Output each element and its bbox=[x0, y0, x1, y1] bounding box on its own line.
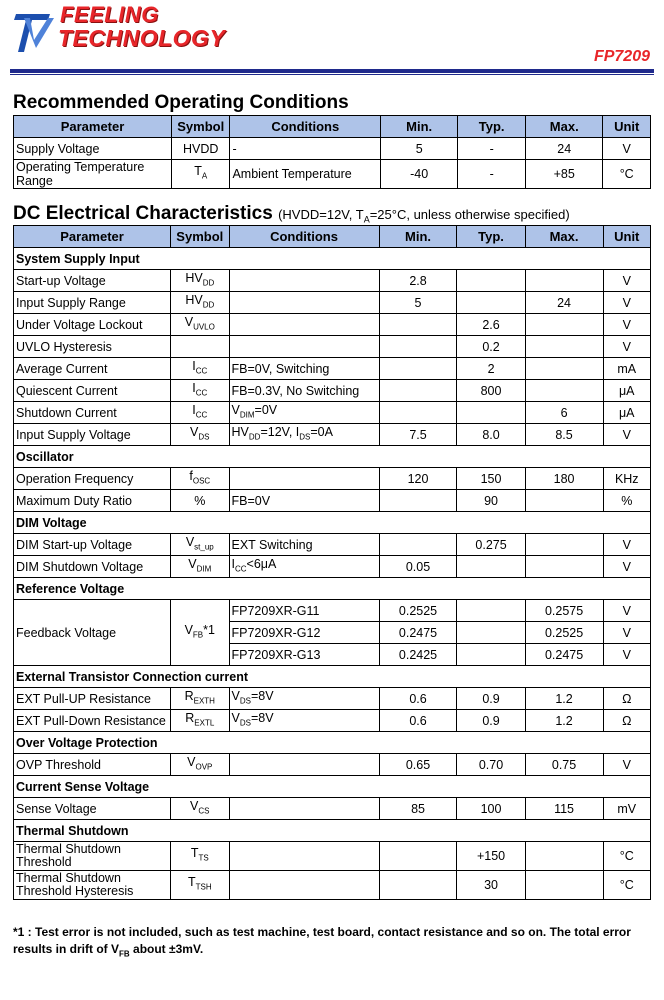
dc-cell-min: 0.6 bbox=[379, 688, 457, 710]
dc-cell-max bbox=[525, 380, 603, 402]
dc-cell-param: Input Supply Voltage bbox=[14, 424, 171, 446]
dc-cell-typ bbox=[457, 270, 525, 292]
dc-cell-symbol: $V_{FB}*1$ bbox=[171, 600, 229, 666]
roc-row bbox=[14, 160, 651, 189]
dc-section-row bbox=[14, 666, 651, 688]
dc-cell-max: 0.2575 bbox=[525, 600, 603, 622]
dc-cell-typ: 30 bbox=[457, 871, 525, 900]
dc-cell-symbol: $I_{CC}$ bbox=[171, 358, 229, 380]
dc-row bbox=[14, 270, 651, 292]
dc-table bbox=[13, 225, 651, 900]
dc-cell-symbol: $T_{TS}$ bbox=[171, 842, 229, 871]
dc-cell-max: 1.2 bbox=[525, 710, 603, 732]
dc-cell-conditions bbox=[229, 798, 379, 820]
dc-cell-conditions: $I_{CC}<6\mu A$ bbox=[229, 556, 379, 578]
dc-cell-unit: V bbox=[603, 534, 651, 556]
dc-cell-param: Feedback Voltage bbox=[14, 600, 171, 666]
roc-cell-param: Operating Temperature Range bbox=[14, 160, 172, 189]
dc-cell-min bbox=[379, 490, 457, 512]
dc-cell-max: 1.2 bbox=[525, 688, 603, 710]
dc-section-title: Thermal Shutdown bbox=[14, 820, 651, 842]
dc-cell-symbol bbox=[171, 336, 229, 358]
dc-cell-param: Under Voltage Lockout bbox=[14, 314, 171, 336]
dc-row bbox=[14, 292, 651, 314]
dc-header-row bbox=[14, 226, 651, 248]
dc-cell-param: UVLO Hysteresis bbox=[14, 336, 171, 358]
dc-row bbox=[14, 490, 651, 512]
dc-cell-typ bbox=[457, 402, 525, 424]
dc-subtitle: (HVDD=12V, $T_A=25^\circ C$, unless otherwise specified) bbox=[278, 207, 570, 225]
dc-cell-unit: V bbox=[603, 556, 651, 578]
dc-cell-unit: % bbox=[603, 490, 651, 512]
roc-row bbox=[14, 138, 651, 160]
dc-cell-typ: 0.70 bbox=[457, 754, 525, 776]
dc-cell-min bbox=[379, 358, 457, 380]
dc-cell-unit: V bbox=[603, 292, 651, 314]
dc-cell-max: 0.75 bbox=[525, 754, 603, 776]
dc-cell-typ: 800 bbox=[457, 380, 525, 402]
dc-cell-min: 0.6 bbox=[379, 710, 457, 732]
dc-section-title: Current Sense Voltage bbox=[14, 776, 651, 798]
dc-cell-conditions: FP7209XR-G11 bbox=[229, 600, 379, 622]
dc-cell-min bbox=[379, 534, 457, 556]
dc-cell-typ: 150 bbox=[457, 468, 525, 490]
dc-section-title: Over Voltage Protection bbox=[14, 732, 651, 754]
dc-cell-param: Start-up Voltage bbox=[14, 270, 171, 292]
dc-section-title: Reference Voltage bbox=[14, 578, 651, 600]
dc-row bbox=[14, 754, 651, 776]
logo-mark-icon bbox=[14, 8, 64, 54]
dc-cell-conditions: FB=0.3V, No Switching bbox=[229, 380, 379, 402]
dc-cell-param: Input Supply Range bbox=[14, 292, 171, 314]
dc-cell-typ: 0.9 bbox=[457, 710, 525, 732]
dc-cell-unit: V bbox=[603, 754, 651, 776]
dc-cell-symbol: $V_{st\_up}$ bbox=[171, 534, 229, 556]
dc-cell-typ: +150 bbox=[457, 842, 525, 871]
dc-cell-unit: V bbox=[603, 424, 651, 446]
dc-cell-symbol: $HV_{DD}$ bbox=[171, 292, 229, 314]
dc-cell-unit: mA bbox=[603, 358, 651, 380]
dc-cell-min: 5 bbox=[379, 292, 457, 314]
dc-cell-min bbox=[379, 314, 457, 336]
dc-cell-max: 0.2475 bbox=[525, 644, 603, 666]
dc-section-row bbox=[14, 820, 651, 842]
roc-col-min: Min. bbox=[381, 116, 458, 138]
dc-cell-conditions: $V_{DS}=8V$ bbox=[229, 710, 379, 732]
dc-cell-min bbox=[379, 380, 457, 402]
dc-cell-min bbox=[379, 336, 457, 358]
dc-section-title: DIM Voltage bbox=[14, 512, 651, 534]
roc-cell-unit: V bbox=[603, 138, 651, 160]
roc-cell-conditions: - bbox=[230, 138, 381, 160]
dc-cell-conditions bbox=[229, 336, 379, 358]
dc-cell-conditions: FP7209XR-G13 bbox=[229, 644, 379, 666]
roc-header-row bbox=[14, 116, 651, 138]
dc-cell-symbol: $HV_{DD}$ bbox=[171, 270, 229, 292]
roc-cell-min: 5 bbox=[381, 138, 458, 160]
dc-cell-symbol: $T_{TSH}$ bbox=[171, 871, 229, 900]
dc-cell-conditions: EXT Switching bbox=[229, 534, 379, 556]
dc-row bbox=[14, 710, 651, 732]
dc-cell-max: 6 bbox=[525, 402, 603, 424]
header-rule bbox=[10, 69, 654, 73]
dc-row bbox=[14, 424, 651, 446]
dc-cell-unit: KHz bbox=[603, 468, 651, 490]
dc-cell-unit: V bbox=[603, 270, 651, 292]
dc-cell-max bbox=[525, 358, 603, 380]
dc-cell-typ bbox=[457, 644, 525, 666]
dc-cell-param: Average Current bbox=[14, 358, 171, 380]
dc-section-title: Oscillator bbox=[14, 446, 651, 468]
dc-cell-min: 2.8 bbox=[379, 270, 457, 292]
product-name: FP7209 bbox=[593, 48, 650, 65]
dc-row bbox=[14, 556, 651, 578]
dc-cell-max bbox=[525, 336, 603, 358]
dc-col-symbol: Symbol bbox=[171, 226, 229, 248]
dc-col-max: Max. bbox=[525, 226, 603, 248]
dc-row bbox=[14, 380, 651, 402]
dc-cell-unit: mV bbox=[603, 798, 651, 820]
dc-cell-max bbox=[525, 871, 603, 900]
dc-row bbox=[14, 842, 651, 871]
dc-cell-min: 0.2475 bbox=[379, 622, 457, 644]
dc-cell-symbol: $I_{CC}$ bbox=[171, 402, 229, 424]
roc-col-max: Max. bbox=[526, 116, 603, 138]
roc-cell-param: Supply Voltage bbox=[14, 138, 172, 160]
dc-cell-symbol: $I_{CC}$ bbox=[171, 380, 229, 402]
dc-cell-conditions bbox=[229, 270, 379, 292]
dc-cell-typ: 90 bbox=[457, 490, 525, 512]
dc-cell-unit: μA bbox=[603, 402, 651, 424]
dc-title-text: DC Electrical Characteristics bbox=[13, 203, 273, 224]
dc-cell-param: Thermal Shutdown Threshold Hysteresis bbox=[14, 871, 171, 900]
roc-cell-max: +85 bbox=[526, 160, 603, 189]
dc-section-row bbox=[14, 512, 651, 534]
dc-cell-max bbox=[525, 490, 603, 512]
logo-line2: TECHNOLOGY bbox=[58, 25, 226, 51]
dc-cell-param: DIM Shutdown Voltage bbox=[14, 556, 171, 578]
dc-feedback-row bbox=[14, 600, 651, 622]
dc-col-typ: Typ. bbox=[457, 226, 525, 248]
dc-cell-param: Maximum Duty Ratio bbox=[14, 490, 171, 512]
dc-cell-typ bbox=[457, 556, 525, 578]
dc-cell-unit: Ω bbox=[603, 688, 651, 710]
roc-col-typ: Typ. bbox=[458, 116, 526, 138]
dc-cell-conditions bbox=[229, 314, 379, 336]
dc-cell-symbol: $V_{OVP}$ bbox=[171, 754, 229, 776]
dc-section-row bbox=[14, 578, 651, 600]
dc-cell-typ: 100 bbox=[457, 798, 525, 820]
dc-cell-typ bbox=[457, 600, 525, 622]
dc-cell-max bbox=[525, 270, 603, 292]
dc-cell-min: 7.5 bbox=[379, 424, 457, 446]
company-logo bbox=[14, 4, 234, 56]
dc-cell-param: EXT Pull-Down Resistance bbox=[14, 710, 171, 732]
dc-cell-conditions: $HV_{DD}=12V$, $I_{DS}=0A$ bbox=[229, 424, 379, 446]
dc-cell-max bbox=[525, 314, 603, 336]
dc-cell-max bbox=[525, 842, 603, 871]
dc-cell-conditions bbox=[229, 292, 379, 314]
dc-section-row bbox=[14, 446, 651, 468]
dc-cell-min bbox=[379, 402, 457, 424]
dc-cell-unit: V bbox=[603, 600, 651, 622]
dc-cell-conditions: $V_{DIM}=0V$ bbox=[229, 402, 379, 424]
dc-cell-unit: V bbox=[603, 314, 651, 336]
roc-cell-symbol: HVDD bbox=[172, 138, 230, 160]
dc-cell-unit: °C bbox=[603, 871, 651, 900]
logo-line1: FEELING bbox=[60, 2, 159, 27]
roc-title: Recommended Operating Conditions bbox=[13, 92, 349, 113]
dc-cell-conditions: FB=0V, Switching bbox=[229, 358, 379, 380]
dc-cell-typ: 0.9 bbox=[457, 688, 525, 710]
dc-section-title: System Supply Input bbox=[14, 248, 651, 270]
roc-table bbox=[13, 115, 651, 189]
footnote: *1 : Test error is not included, such as test machine, test board, contact resistance and so on. The total error results in drift of $V_{FB}$ about ±3mV. bbox=[13, 925, 631, 959]
dc-cell-max bbox=[525, 534, 603, 556]
dc-cell-symbol: $f_{OSC}$ bbox=[171, 468, 229, 490]
dc-cell-symbol: $V_{DIM}$ bbox=[171, 556, 229, 578]
dc-col-parameter: Parameter bbox=[14, 226, 171, 248]
dc-cell-typ: 8.0 bbox=[457, 424, 525, 446]
dc-cell-typ bbox=[457, 292, 525, 314]
dc-cell-min bbox=[379, 871, 457, 900]
dc-cell-param: Thermal Shutdown Threshold bbox=[14, 842, 171, 871]
dc-cell-unit: V bbox=[603, 336, 651, 358]
dc-col-conditions: Conditions bbox=[229, 226, 379, 248]
dc-cell-conditions bbox=[229, 842, 379, 871]
dc-cell-conditions bbox=[229, 754, 379, 776]
header-rule-thin bbox=[10, 74, 654, 75]
dc-cell-param: DIM Start-up Voltage bbox=[14, 534, 171, 556]
dc-cell-symbol: % bbox=[171, 490, 229, 512]
dc-cell-unit: V bbox=[603, 622, 651, 644]
dc-cell-symbol: $V_{UVLO}$ bbox=[171, 314, 229, 336]
dc-cell-symbol: $V_{CS}$ bbox=[171, 798, 229, 820]
dc-row bbox=[14, 314, 651, 336]
dc-col-unit: Unit bbox=[603, 226, 651, 248]
roc-cell-unit: °C bbox=[603, 160, 651, 189]
dc-row bbox=[14, 358, 651, 380]
roc-cell-symbol: $T_A$ bbox=[172, 160, 230, 189]
dc-cell-param: OVP Threshold bbox=[14, 754, 171, 776]
roc-cell-typ: - bbox=[458, 138, 526, 160]
dc-cell-conditions: FP7209XR-G12 bbox=[229, 622, 379, 644]
dc-cell-conditions bbox=[229, 468, 379, 490]
dc-row bbox=[14, 871, 651, 900]
roc-cell-max: 24 bbox=[526, 138, 603, 160]
dc-cell-symbol: $V_{DS}$ bbox=[171, 424, 229, 446]
dc-cell-max: 180 bbox=[525, 468, 603, 490]
dc-section-row bbox=[14, 732, 651, 754]
dc-row bbox=[14, 402, 651, 424]
dc-row bbox=[14, 534, 651, 556]
dc-cell-symbol: $R_{EXTL}$ bbox=[171, 710, 229, 732]
dc-cell-unit: °C bbox=[603, 842, 651, 871]
dc-cell-typ: 2 bbox=[457, 358, 525, 380]
roc-cell-min: -40 bbox=[381, 160, 458, 189]
dc-cell-unit: Ω bbox=[603, 710, 651, 732]
dc-cell-min: 120 bbox=[379, 468, 457, 490]
dc-section-row bbox=[14, 776, 651, 798]
dc-cell-typ: 2.6 bbox=[457, 314, 525, 336]
dc-cell-param: Quiescent Current bbox=[14, 380, 171, 402]
roc-cell-typ: - bbox=[458, 160, 526, 189]
roc-col-conditions: Conditions bbox=[230, 116, 381, 138]
roc-col-unit: Unit bbox=[603, 116, 651, 138]
dc-cell-max: 0.2525 bbox=[525, 622, 603, 644]
dc-cell-unit: V bbox=[603, 644, 651, 666]
dc-cell-conditions bbox=[229, 871, 379, 900]
dc-row bbox=[14, 336, 651, 358]
dc-cell-conditions: $V_{DS}=8V$ bbox=[229, 688, 379, 710]
dc-cell-min: 0.2425 bbox=[379, 644, 457, 666]
dc-section-row bbox=[14, 248, 651, 270]
dc-row bbox=[14, 468, 651, 490]
dc-cell-param: Operation Frequency bbox=[14, 468, 171, 490]
dc-cell-symbol: $R_{EXTH}$ bbox=[171, 688, 229, 710]
dc-row bbox=[14, 688, 651, 710]
dc-cell-param: EXT Pull-UP Resistance bbox=[14, 688, 171, 710]
dc-cell-unit: μA bbox=[603, 380, 651, 402]
dc-cell-param: Sense Voltage bbox=[14, 798, 171, 820]
dc-title bbox=[13, 203, 570, 225]
dc-cell-typ: 0.2 bbox=[457, 336, 525, 358]
dc-cell-min: 0.65 bbox=[379, 754, 457, 776]
dc-cell-max: 115 bbox=[525, 798, 603, 820]
roc-col-parameter: Parameter bbox=[14, 116, 172, 138]
dc-cell-max bbox=[525, 556, 603, 578]
roc-cell-conditions: Ambient Temperature bbox=[230, 160, 381, 189]
roc-col-symbol: Symbol bbox=[172, 116, 230, 138]
dc-cell-typ: 0.275 bbox=[457, 534, 525, 556]
dc-cell-min bbox=[379, 842, 457, 871]
dc-cell-conditions: FB=0V bbox=[229, 490, 379, 512]
dc-col-min: Min. bbox=[379, 226, 457, 248]
dc-cell-min: 0.05 bbox=[379, 556, 457, 578]
dc-cell-typ bbox=[457, 622, 525, 644]
dc-cell-max: 24 bbox=[525, 292, 603, 314]
dc-row bbox=[14, 798, 651, 820]
dc-cell-max: 8.5 bbox=[525, 424, 603, 446]
dc-cell-param: Shutdown Current bbox=[14, 402, 171, 424]
dc-cell-min: 0.2525 bbox=[379, 600, 457, 622]
dc-section-title: External Transistor Connection current bbox=[14, 666, 651, 688]
dc-cell-min: 85 bbox=[379, 798, 457, 820]
